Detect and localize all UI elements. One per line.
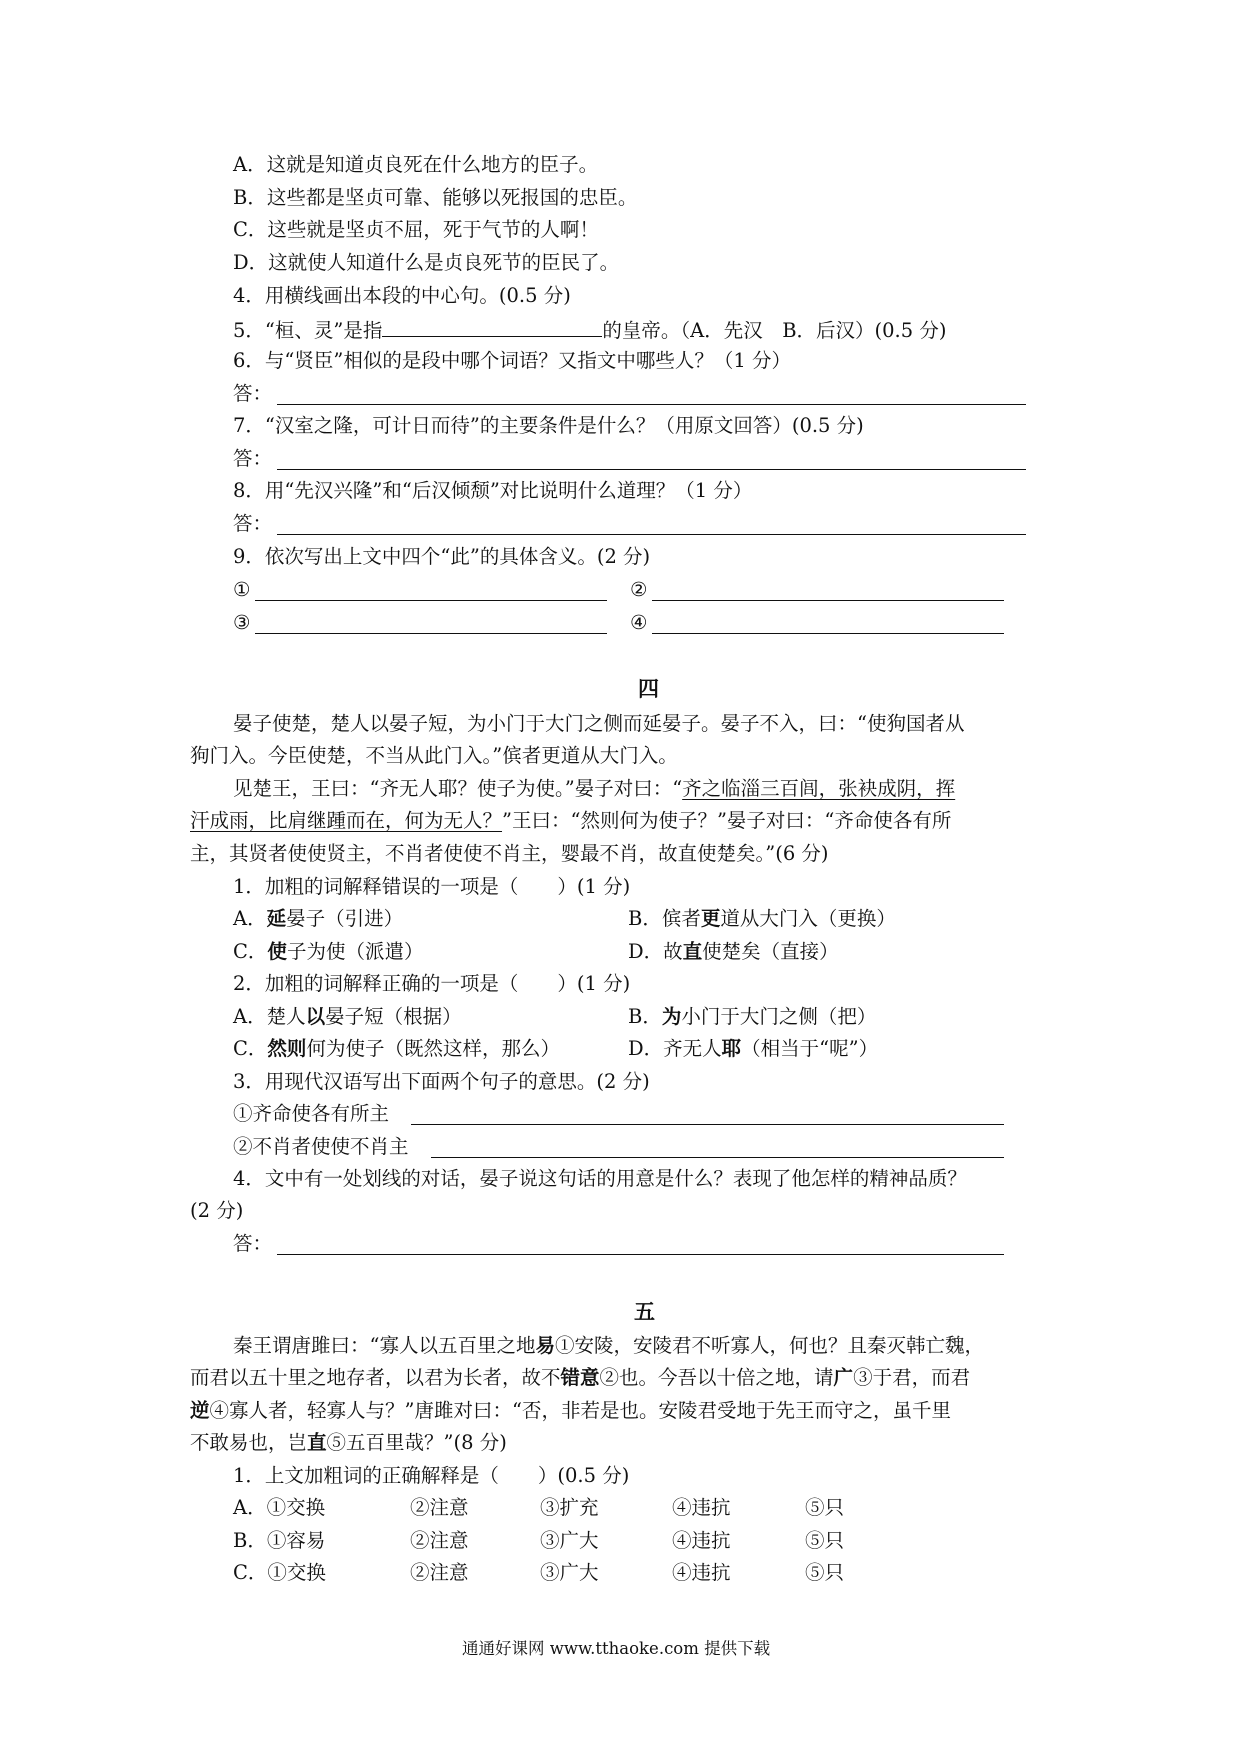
question-4: 4．用横线画出本段的中心句。(0.5 分) — [233, 284, 571, 307]
option-c — [233, 937, 423, 967]
option-c: C．这些就是坚贞不屈，死于气节的人啊！ — [233, 218, 599, 241]
option-c — [233, 1034, 560, 1064]
section-heading: 五 — [634, 1299, 655, 1324]
passage-line: 主，其贤者使使贤主，不肖者使使不肖主，婴最不肖，故直使楚矣。”(6 分) — [190, 842, 829, 865]
option-a-col5: ⑤只 — [805, 1496, 845, 1519]
sentence-1: ①齐命使各有所主 — [233, 1102, 390, 1125]
option-label: B．傧者 — [628, 907, 701, 930]
option-d: D．这就使人知道什么是贞良死节的臣民了。 — [233, 251, 620, 274]
option-b-col2: ②注意 — [410, 1529, 469, 1552]
option-c-col3: ③广大 — [540, 1561, 599, 1584]
passage-text: ⑤五百里哉？”(8 分) — [326, 1431, 507, 1454]
option-label: A． — [233, 907, 267, 930]
question-5-prefix: 5．“桓、灵”是指 — [233, 319, 383, 342]
option-d — [628, 937, 839, 967]
option-a-col3: ③扩充 — [540, 1496, 599, 1519]
option-c-col1: C．①交换 — [233, 1561, 326, 1584]
bold-word: 易 — [535, 1334, 555, 1357]
answer-line[interactable] — [431, 1157, 1004, 1158]
circled-2: ② — [630, 578, 648, 601]
bold-word: 逆 — [190, 1399, 210, 1422]
bold-word: 耶 — [721, 1037, 742, 1060]
question-9: 9．依次写出上文中四个“此”的具体含义。(2 分) — [233, 545, 651, 568]
answer-line[interactable] — [411, 1124, 1004, 1125]
question-1: 1．上文加粗词的正确解释是（ ）(0.5 分) — [233, 1464, 630, 1487]
question-5 — [233, 314, 946, 346]
passage-text: 秦王谓唐雎曰：“寡人以五百里之地 — [233, 1334, 536, 1357]
answer-label: 答： — [233, 382, 273, 405]
option-label: A．楚人 — [233, 1005, 306, 1028]
option-text: 何为使子（既然这样，那么） — [306, 1037, 560, 1060]
circled-4: ④ — [630, 611, 648, 634]
underlined-dialogue: 汗成雨，比肩继踵而在，何为无人？ — [190, 809, 503, 832]
passage-line — [190, 1428, 507, 1458]
option-c-col2: ②注意 — [410, 1561, 469, 1584]
bold-word: 广 — [833, 1366, 854, 1389]
footer-text: 通通好课网 www.tthaoke.com 提供下载 — [462, 1639, 771, 1658]
option-b: B．这些都是坚贞可靠、能够以死报国的忠臣。 — [233, 186, 638, 209]
question-3: 3．用现代汉语写出下面两个句子的意思。(2 分) — [233, 1070, 650, 1093]
passage-line: 狗门入。今臣使楚，不当从此门入。”傧者更道从大门入。 — [190, 744, 678, 767]
passage-text: ”王曰：“然则何为使子？”晏子对曰：“齐命使各有所 — [502, 809, 952, 832]
circled-3: ③ — [233, 611, 251, 634]
answer-line[interactable] — [277, 534, 1026, 535]
sentence-2: ②不肖者使使不肖主 — [233, 1135, 409, 1158]
bold-word: 为 — [661, 1005, 682, 1028]
passage-text: ①安陵，安陵君不听寡人，何也？且秦灭韩亡魏， — [555, 1334, 985, 1357]
passage-line — [190, 1363, 970, 1393]
answer-line[interactable] — [277, 469, 1026, 470]
bold-word: 然则 — [267, 1037, 307, 1060]
option-a — [233, 1002, 462, 1032]
passage-text: 见楚王，王曰：“齐无人耶？使子为使。”晏子对曰：“ — [233, 777, 683, 800]
bold-word: 直 — [682, 940, 703, 963]
passage-text: ②也。今吾以十倍之地，请 — [599, 1366, 834, 1389]
underlined-dialogue: 齐之临淄三百闾，张袂成阴，挥 — [682, 777, 956, 800]
answer-blank[interactable] — [382, 314, 602, 337]
bold-word: 使 — [267, 940, 287, 963]
answer-line[interactable] — [652, 600, 1004, 601]
question-6: 6．与“贤臣”相似的是段中哪个词语？又指文中哪些人？（1 分） — [233, 349, 791, 372]
option-a — [233, 904, 403, 934]
answer-line[interactable] — [255, 633, 607, 634]
option-b-col5: ⑤只 — [805, 1529, 845, 1552]
option-text: 小门于大门之侧（把） — [681, 1005, 877, 1028]
answer-label: 答： — [233, 447, 273, 470]
question-8: 8．用“先汉兴隆”和“后汉倾颓”对比说明什么道理？（1 分） — [233, 479, 753, 502]
bold-word: 直 — [307, 1431, 327, 1454]
option-a-col4: ④违抗 — [672, 1496, 731, 1519]
option-a: A．这就是知道贞良死在什么地方的臣子。 — [233, 153, 599, 176]
passage-line — [190, 806, 951, 836]
bold-word: 以 — [305, 1005, 326, 1028]
option-text: 晏子（引进） — [286, 907, 404, 930]
option-label: D．故 — [628, 940, 683, 963]
passage-line — [233, 774, 955, 804]
option-label: C． — [233, 1037, 268, 1060]
passage-line: 晏子使楚，楚人以晏子短，为小门于大门之侧而延晏子。晏子不入，曰：“使狗国者从 — [233, 712, 965, 735]
passage-line — [190, 1396, 951, 1426]
question-7: 7．“汉室之隆，可计日而待”的主要条件是什么？（用原文回答）(0.5 分) — [233, 414, 864, 437]
option-c-col5: ⑤只 — [805, 1561, 845, 1584]
option-label: B． — [628, 1005, 662, 1028]
option-b-col3: ③广大 — [540, 1529, 599, 1552]
option-b — [628, 1002, 876, 1032]
passage-text: 不敢易也，岂 — [190, 1431, 308, 1454]
answer-line[interactable] — [255, 600, 607, 601]
passage-text: ③于君，而君 — [853, 1366, 971, 1389]
question-2: 2．加粗的词解释正确的一项是（ ）(1 分) — [233, 972, 631, 995]
circled-1: ① — [233, 578, 251, 601]
answer-label: 答： — [233, 1232, 273, 1255]
option-c-col4: ④违抗 — [672, 1561, 731, 1584]
bold-word: 更 — [700, 907, 721, 930]
question-5-suffix: 的皇帝。（A．先汉 B．后汉）(0.5 分) — [602, 319, 947, 342]
question-1: 1．加粗的词解释错误的一项是（ ）(1 分) — [233, 875, 631, 898]
answer-line[interactable] — [277, 404, 1026, 405]
question-4: 4．文中有一处划线的对话，晏子说这句话的用意是什么？表现了他怎样的精神品质？ — [233, 1167, 967, 1190]
bold-word: 错意 — [560, 1366, 600, 1389]
option-a-col2: ②注意 — [410, 1496, 469, 1519]
passage-line — [233, 1331, 984, 1361]
option-label: C． — [233, 940, 268, 963]
option-text: 子为使（派遣） — [286, 940, 424, 963]
answer-line[interactable] — [652, 633, 1004, 634]
option-text: 道从大门入（更换） — [720, 907, 896, 930]
option-a-col1: A．①交换 — [233, 1496, 326, 1519]
bold-word: 延 — [266, 907, 287, 930]
passage-text: ④寡人者，轻寡人与？”唐雎对曰：“否，非若是也。安陵君受地于先王而守之，虽千里 — [209, 1399, 951, 1422]
passage-text: 而君以五十里之地存者，以君为长者，故不 — [190, 1366, 561, 1389]
option-text: （相当于“呢”） — [741, 1037, 879, 1060]
answer-line[interactable] — [277, 1254, 1004, 1255]
option-text: 晏子短（根据） — [325, 1005, 462, 1028]
question-4-score: (2 分) — [190, 1199, 244, 1222]
option-b-col4: ④违抗 — [672, 1529, 731, 1552]
section-heading: 四 — [638, 676, 659, 701]
option-label: D．齐无人 — [628, 1037, 722, 1060]
option-text: 使楚矣（直接） — [702, 940, 839, 963]
option-d — [628, 1034, 878, 1064]
option-b-col1: B．①容易 — [233, 1529, 326, 1552]
option-b — [628, 904, 896, 934]
answer-label: 答： — [233, 512, 273, 535]
